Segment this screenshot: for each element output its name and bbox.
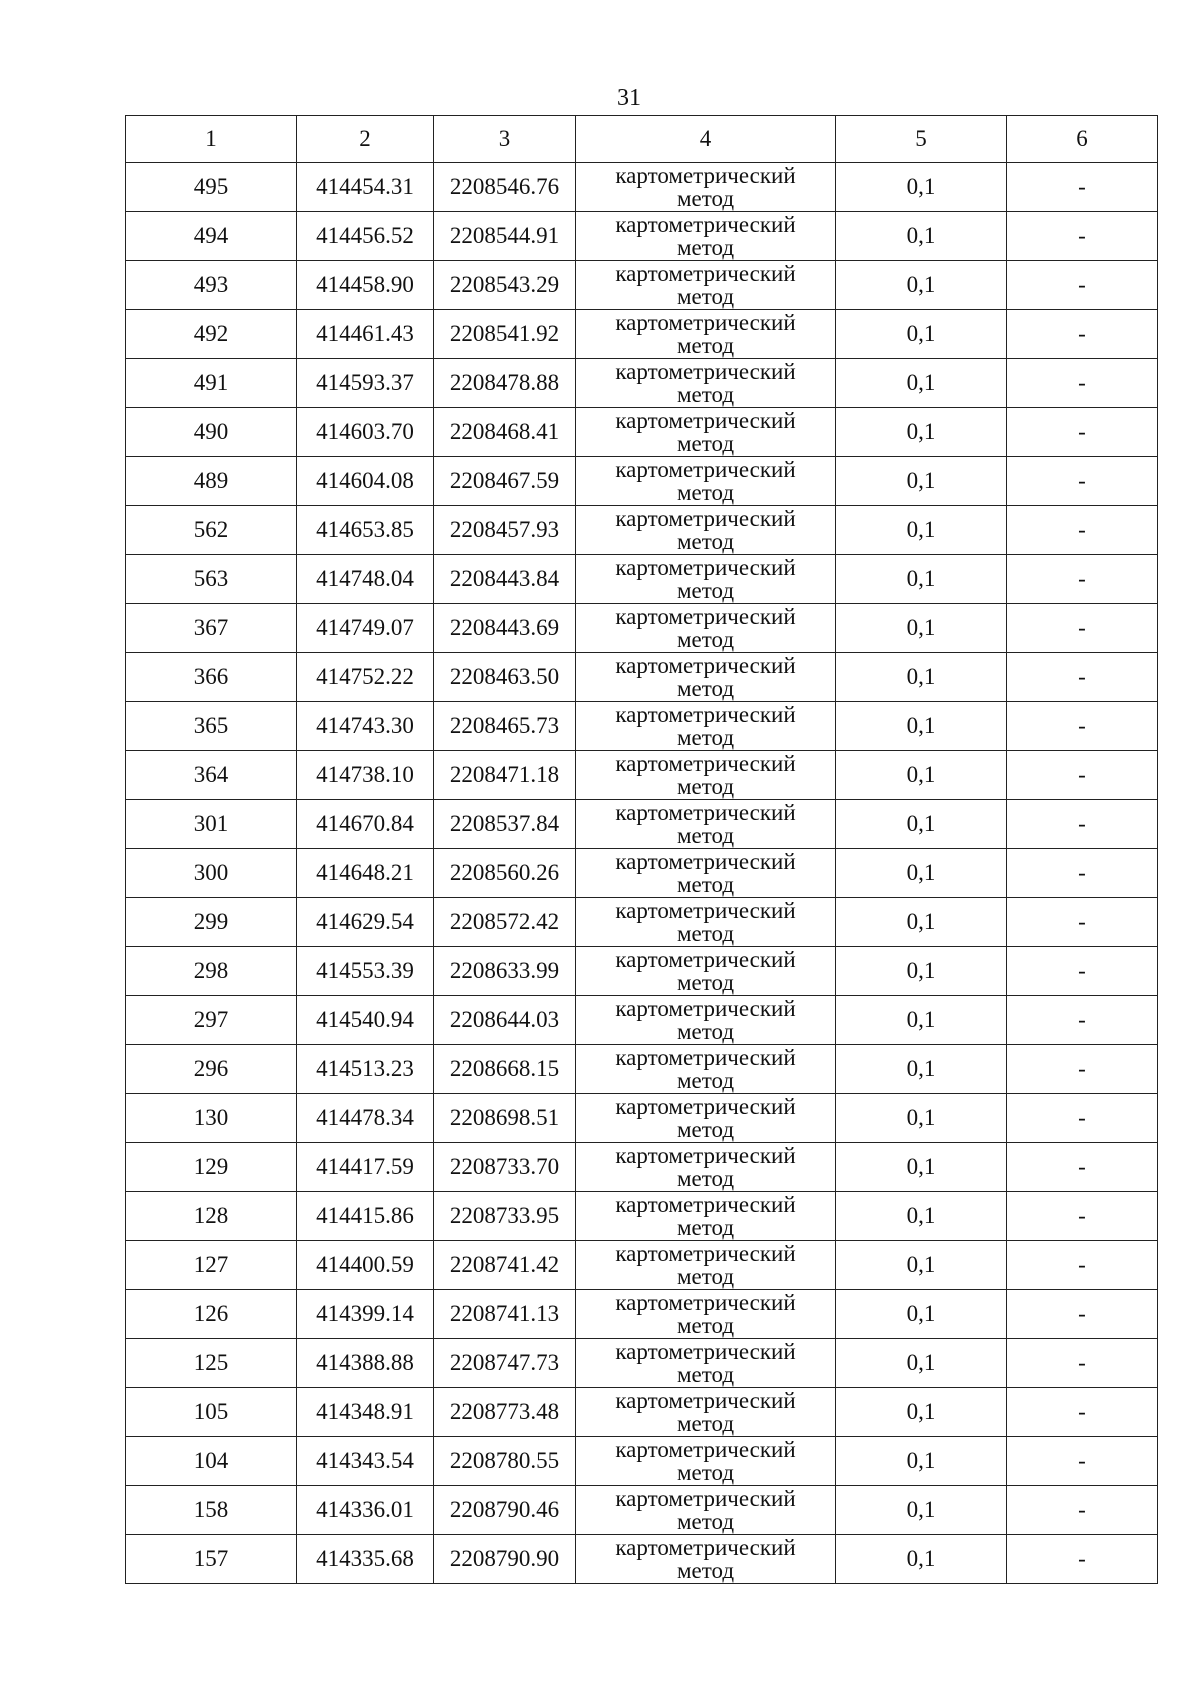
method-line-1: картометрический <box>615 310 796 335</box>
accuracy-cell: 0,1 <box>836 800 1007 849</box>
accuracy-cell: 0,1 <box>836 310 1007 359</box>
note-cell: - <box>1007 751 1158 800</box>
table-row <box>126 898 1158 947</box>
header-col-4: 4 <box>576 116 836 163</box>
method-cell <box>576 751 836 800</box>
method-cell <box>576 310 836 359</box>
note-cell: - <box>1007 1535 1158 1584</box>
method-line-1: картометрический <box>615 212 796 237</box>
point-number-cell: 128 <box>126 1192 297 1241</box>
y-coordinate-cell: 2208572.42 <box>434 898 576 947</box>
note-cell: - <box>1007 604 1158 653</box>
point-number-cell: 298 <box>126 947 297 996</box>
y-coordinate-cell: 2208465.73 <box>434 702 576 751</box>
method-cell <box>576 555 836 604</box>
method-line-2: метод <box>676 1313 735 1338</box>
note-cell: - <box>1007 1143 1158 1192</box>
accuracy-cell: 0,1 <box>836 849 1007 898</box>
table-row <box>126 408 1158 457</box>
accuracy-cell: 0,1 <box>836 1339 1007 1388</box>
note-cell: - <box>1007 506 1158 555</box>
method-line-1: картометрический <box>615 1143 796 1168</box>
y-coordinate-cell: 2208471.18 <box>434 751 576 800</box>
method-cell <box>576 1388 836 1437</box>
table-row <box>126 653 1158 702</box>
method-line-1: картометрический <box>615 947 796 972</box>
method-line-1: картометрический <box>615 506 796 531</box>
point-number-cell: 300 <box>126 849 297 898</box>
method-cell <box>576 947 836 996</box>
accuracy-cell: 0,1 <box>836 1143 1007 1192</box>
method-cell <box>576 800 836 849</box>
x-coordinate-cell: 414388.88 <box>297 1339 434 1388</box>
method-line-1: картометрический <box>615 555 796 580</box>
x-coordinate-cell: 414461.43 <box>297 310 434 359</box>
note-cell: - <box>1007 163 1158 212</box>
method-line-1: картометрический <box>615 849 796 874</box>
table-row <box>126 1192 1158 1241</box>
table-row <box>126 359 1158 408</box>
method-line-1: картометрический <box>615 457 796 482</box>
method-line-1: картометрический <box>615 898 796 923</box>
method-line-2: метод <box>676 1460 735 1485</box>
note-cell: - <box>1007 457 1158 506</box>
y-coordinate-cell: 2208543.29 <box>434 261 576 310</box>
point-number-cell: 492 <box>126 310 297 359</box>
y-coordinate-cell: 2208443.69 <box>434 604 576 653</box>
x-coordinate-cell: 414513.23 <box>297 1045 434 1094</box>
page-number: 31 <box>617 85 641 111</box>
point-number-cell: 366 <box>126 653 297 702</box>
point-number-cell: 125 <box>126 1339 297 1388</box>
method-cell <box>576 1339 836 1388</box>
accuracy-cell: 0,1 <box>836 359 1007 408</box>
table-row <box>126 555 1158 604</box>
x-coordinate-cell: 414743.30 <box>297 702 434 751</box>
method-cell <box>576 1241 836 1290</box>
method-line-2: метод <box>676 1558 735 1583</box>
y-coordinate-cell: 2208741.42 <box>434 1241 576 1290</box>
table-row <box>126 947 1158 996</box>
accuracy-cell: 0,1 <box>836 1192 1007 1241</box>
accuracy-cell: 0,1 <box>836 751 1007 800</box>
note-cell: - <box>1007 1094 1158 1143</box>
note-cell: - <box>1007 996 1158 1045</box>
note-cell: - <box>1007 653 1158 702</box>
table-row <box>126 996 1158 1045</box>
note-cell: - <box>1007 1290 1158 1339</box>
method-line-2: метод <box>676 627 735 652</box>
x-coordinate-cell: 414748.04 <box>297 555 434 604</box>
method-line-1: картометрический <box>615 1486 796 1511</box>
y-coordinate-cell: 2208457.93 <box>434 506 576 555</box>
point-number-cell: 104 <box>126 1437 297 1486</box>
method-cell <box>576 604 836 653</box>
method-line-2: метод <box>676 578 735 603</box>
point-number-cell: 365 <box>126 702 297 751</box>
point-number-cell: 126 <box>126 1290 297 1339</box>
method-cell <box>576 1143 836 1192</box>
method-line-1: картометрический <box>615 1437 796 1462</box>
table-row <box>126 1045 1158 1094</box>
x-coordinate-cell: 414348.91 <box>297 1388 434 1437</box>
accuracy-cell: 0,1 <box>836 898 1007 947</box>
header-row <box>126 116 1158 163</box>
y-coordinate-cell: 2208468.41 <box>434 408 576 457</box>
note-cell: - <box>1007 1241 1158 1290</box>
y-coordinate-cell: 2208546.76 <box>434 163 576 212</box>
method-line-1: картометрический <box>615 1339 796 1364</box>
method-line-1: картометрический <box>615 1290 796 1315</box>
accuracy-cell: 0,1 <box>836 555 1007 604</box>
x-coordinate-cell: 414653.85 <box>297 506 434 555</box>
x-coordinate-cell: 414335.68 <box>297 1535 434 1584</box>
method-cell <box>576 1045 836 1094</box>
method-line-1: картометрический <box>615 359 796 384</box>
method-line-2: метод <box>676 921 735 946</box>
point-number-cell: 562 <box>126 506 297 555</box>
method-cell <box>576 163 836 212</box>
x-coordinate-cell: 414456.52 <box>297 212 434 261</box>
point-number-cell: 157 <box>126 1535 297 1584</box>
method-cell <box>576 653 836 702</box>
note-cell: - <box>1007 261 1158 310</box>
point-number-cell: 299 <box>126 898 297 947</box>
accuracy-cell: 0,1 <box>836 604 1007 653</box>
method-line-2: метод <box>676 382 735 407</box>
table-row <box>126 1437 1158 1486</box>
note-cell: - <box>1007 212 1158 261</box>
method-line-2: метод <box>676 1215 735 1240</box>
y-coordinate-cell: 2208633.99 <box>434 947 576 996</box>
method-line-2: метод <box>676 1362 735 1387</box>
point-number-cell: 495 <box>126 163 297 212</box>
table-row <box>126 261 1158 310</box>
method-line-2: метод <box>676 186 735 211</box>
table-header <box>126 116 1158 163</box>
y-coordinate-cell: 2208478.88 <box>434 359 576 408</box>
y-coordinate-cell: 2208790.46 <box>434 1486 576 1535</box>
method-cell <box>576 898 836 947</box>
accuracy-cell: 0,1 <box>836 1290 1007 1339</box>
y-coordinate-cell: 2208698.51 <box>434 1094 576 1143</box>
accuracy-cell: 0,1 <box>836 1388 1007 1437</box>
note-cell: - <box>1007 408 1158 457</box>
method-line-1: картометрический <box>615 163 796 188</box>
table-row <box>126 506 1158 555</box>
method-cell <box>576 1486 836 1535</box>
accuracy-cell: 0,1 <box>836 1241 1007 1290</box>
point-number-cell: 494 <box>126 212 297 261</box>
table-row <box>126 800 1158 849</box>
table-row <box>126 849 1158 898</box>
note-cell: - <box>1007 359 1158 408</box>
note-cell: - <box>1007 947 1158 996</box>
method-line-1: картометрический <box>615 800 796 825</box>
method-line-1: картометрический <box>615 1535 796 1560</box>
x-coordinate-cell: 414478.34 <box>297 1094 434 1143</box>
method-cell <box>576 996 836 1045</box>
header-col-5: 5 <box>836 116 1007 163</box>
method-line-1: картометрический <box>615 702 796 727</box>
y-coordinate-cell: 2208537.84 <box>434 800 576 849</box>
y-coordinate-cell: 2208790.90 <box>434 1535 576 1584</box>
y-coordinate-cell: 2208560.26 <box>434 849 576 898</box>
point-number-cell: 489 <box>126 457 297 506</box>
table-row <box>126 604 1158 653</box>
accuracy-cell: 0,1 <box>836 1045 1007 1094</box>
point-number-cell: 301 <box>126 800 297 849</box>
header-col-1: 1 <box>126 116 297 163</box>
x-coordinate-cell: 414336.01 <box>297 1486 434 1535</box>
point-number-cell: 364 <box>126 751 297 800</box>
method-line-1: картометрический <box>615 408 796 433</box>
method-line-2: метод <box>676 676 735 701</box>
method-line-1: картометрический <box>615 1241 796 1266</box>
point-number-cell: 105 <box>126 1388 297 1437</box>
method-cell <box>576 506 836 555</box>
method-line-1: картометрический <box>615 1045 796 1070</box>
table-row <box>126 457 1158 506</box>
x-coordinate-cell: 414400.59 <box>297 1241 434 1290</box>
method-line-2: метод <box>676 725 735 750</box>
table-row <box>126 1241 1158 1290</box>
x-coordinate-cell: 414415.86 <box>297 1192 434 1241</box>
method-line-2: метод <box>676 235 735 260</box>
table-body <box>126 163 1158 1584</box>
method-line-2: метод <box>676 284 735 309</box>
accuracy-cell: 0,1 <box>836 653 1007 702</box>
accuracy-cell: 0,1 <box>836 702 1007 751</box>
accuracy-cell: 0,1 <box>836 457 1007 506</box>
method-line-1: картометрический <box>615 604 796 629</box>
point-number-cell: 129 <box>126 1143 297 1192</box>
header-col-6: 6 <box>1007 116 1158 163</box>
x-coordinate-cell: 414454.31 <box>297 163 434 212</box>
x-coordinate-cell: 414670.84 <box>297 800 434 849</box>
note-cell: - <box>1007 555 1158 604</box>
point-number-cell: 297 <box>126 996 297 1045</box>
y-coordinate-cell: 2208443.84 <box>434 555 576 604</box>
method-line-2: метод <box>676 1019 735 1044</box>
method-cell <box>576 1192 836 1241</box>
x-coordinate-cell: 414604.08 <box>297 457 434 506</box>
table-row <box>126 1535 1158 1584</box>
method-line-2: метод <box>676 480 735 505</box>
y-coordinate-cell: 2208541.92 <box>434 310 576 359</box>
point-number-cell: 563 <box>126 555 297 604</box>
table-row <box>126 1143 1158 1192</box>
accuracy-cell: 0,1 <box>836 163 1007 212</box>
method-line-1: картометрический <box>615 996 796 1021</box>
x-coordinate-cell: 414458.90 <box>297 261 434 310</box>
method-cell <box>576 1437 836 1486</box>
table-row <box>126 212 1158 261</box>
x-coordinate-cell: 414749.07 <box>297 604 434 653</box>
point-number-cell: 367 <box>126 604 297 653</box>
method-line-1: картометрический <box>615 1094 796 1119</box>
method-cell <box>576 1535 836 1584</box>
method-line-1: картометрический <box>615 1388 796 1413</box>
y-coordinate-cell: 2208467.59 <box>434 457 576 506</box>
x-coordinate-cell: 414629.54 <box>297 898 434 947</box>
x-coordinate-cell: 414399.14 <box>297 1290 434 1339</box>
method-cell <box>576 359 836 408</box>
point-number-cell: 127 <box>126 1241 297 1290</box>
table-row <box>126 310 1158 359</box>
table-row <box>126 1094 1158 1143</box>
method-line-2: метод <box>676 1117 735 1142</box>
point-number-cell: 296 <box>126 1045 297 1094</box>
method-line-2: метод <box>676 1068 735 1093</box>
y-coordinate-cell: 2208668.15 <box>434 1045 576 1094</box>
note-cell: - <box>1007 800 1158 849</box>
accuracy-cell: 0,1 <box>836 996 1007 1045</box>
x-coordinate-cell: 414603.70 <box>297 408 434 457</box>
method-line-2: метод <box>676 1166 735 1191</box>
method-cell <box>576 1290 836 1339</box>
accuracy-cell: 0,1 <box>836 1486 1007 1535</box>
accuracy-cell: 0,1 <box>836 947 1007 996</box>
point-number-cell: 493 <box>126 261 297 310</box>
method-line-1: картометрический <box>615 653 796 678</box>
method-line-2: метод <box>676 431 735 456</box>
method-line-2: метод <box>676 774 735 799</box>
method-line-1: картометрический <box>615 1192 796 1217</box>
note-cell: - <box>1007 1388 1158 1437</box>
method-line-1: картометрический <box>615 261 796 286</box>
point-number-cell: 490 <box>126 408 297 457</box>
y-coordinate-cell: 2208733.95 <box>434 1192 576 1241</box>
y-coordinate-cell: 2208644.03 <box>434 996 576 1045</box>
x-coordinate-cell: 414738.10 <box>297 751 434 800</box>
method-cell <box>576 212 836 261</box>
note-cell: - <box>1007 1486 1158 1535</box>
coordinates-table <box>125 115 1158 1584</box>
table-row <box>126 163 1158 212</box>
y-coordinate-cell: 2208463.50 <box>434 653 576 702</box>
table-row <box>126 1486 1158 1535</box>
accuracy-cell: 0,1 <box>836 261 1007 310</box>
method-line-2: метод <box>676 872 735 897</box>
y-coordinate-cell: 2208747.73 <box>434 1339 576 1388</box>
point-number-cell: 130 <box>126 1094 297 1143</box>
note-cell: - <box>1007 310 1158 359</box>
accuracy-cell: 0,1 <box>836 506 1007 555</box>
y-coordinate-cell: 2208780.55 <box>434 1437 576 1486</box>
accuracy-cell: 0,1 <box>836 1437 1007 1486</box>
method-cell <box>576 1094 836 1143</box>
method-cell <box>576 261 836 310</box>
accuracy-cell: 0,1 <box>836 212 1007 261</box>
y-coordinate-cell: 2208773.48 <box>434 1388 576 1437</box>
method-line-2: метод <box>676 970 735 995</box>
method-line-2: метод <box>676 1411 735 1436</box>
x-coordinate-cell: 414593.37 <box>297 359 434 408</box>
method-cell <box>576 849 836 898</box>
note-cell: - <box>1007 849 1158 898</box>
x-coordinate-cell: 414553.39 <box>297 947 434 996</box>
method-line-2: метод <box>676 1509 735 1534</box>
method-line-2: метод <box>676 823 735 848</box>
note-cell: - <box>1007 1045 1158 1094</box>
note-cell: - <box>1007 1437 1158 1486</box>
note-cell: - <box>1007 1339 1158 1388</box>
table-row <box>126 1290 1158 1339</box>
x-coordinate-cell: 414752.22 <box>297 653 434 702</box>
header-col-2: 2 <box>297 116 434 163</box>
x-coordinate-cell: 414343.54 <box>297 1437 434 1486</box>
x-coordinate-cell: 414540.94 <box>297 996 434 1045</box>
method-line-1: картометрический <box>615 751 796 776</box>
y-coordinate-cell: 2208733.70 <box>434 1143 576 1192</box>
method-cell <box>576 702 836 751</box>
header-col-3: 3 <box>434 116 576 163</box>
method-line-2: метод <box>676 333 735 358</box>
x-coordinate-cell: 414648.21 <box>297 849 434 898</box>
accuracy-cell: 0,1 <box>836 1535 1007 1584</box>
y-coordinate-cell: 2208544.91 <box>434 212 576 261</box>
method-line-2: метод <box>676 1264 735 1289</box>
accuracy-cell: 0,1 <box>836 1094 1007 1143</box>
table-row <box>126 1388 1158 1437</box>
point-number-cell: 158 <box>126 1486 297 1535</box>
table-row <box>126 1339 1158 1388</box>
table-row <box>126 702 1158 751</box>
point-number-cell: 491 <box>126 359 297 408</box>
accuracy-cell: 0,1 <box>836 408 1007 457</box>
note-cell: - <box>1007 702 1158 751</box>
method-cell <box>576 457 836 506</box>
note-cell: - <box>1007 1192 1158 1241</box>
table-row <box>126 751 1158 800</box>
note-cell: - <box>1007 898 1158 947</box>
method-cell <box>576 408 836 457</box>
y-coordinate-cell: 2208741.13 <box>434 1290 576 1339</box>
x-coordinate-cell: 414417.59 <box>297 1143 434 1192</box>
method-line-2: метод <box>676 529 735 554</box>
